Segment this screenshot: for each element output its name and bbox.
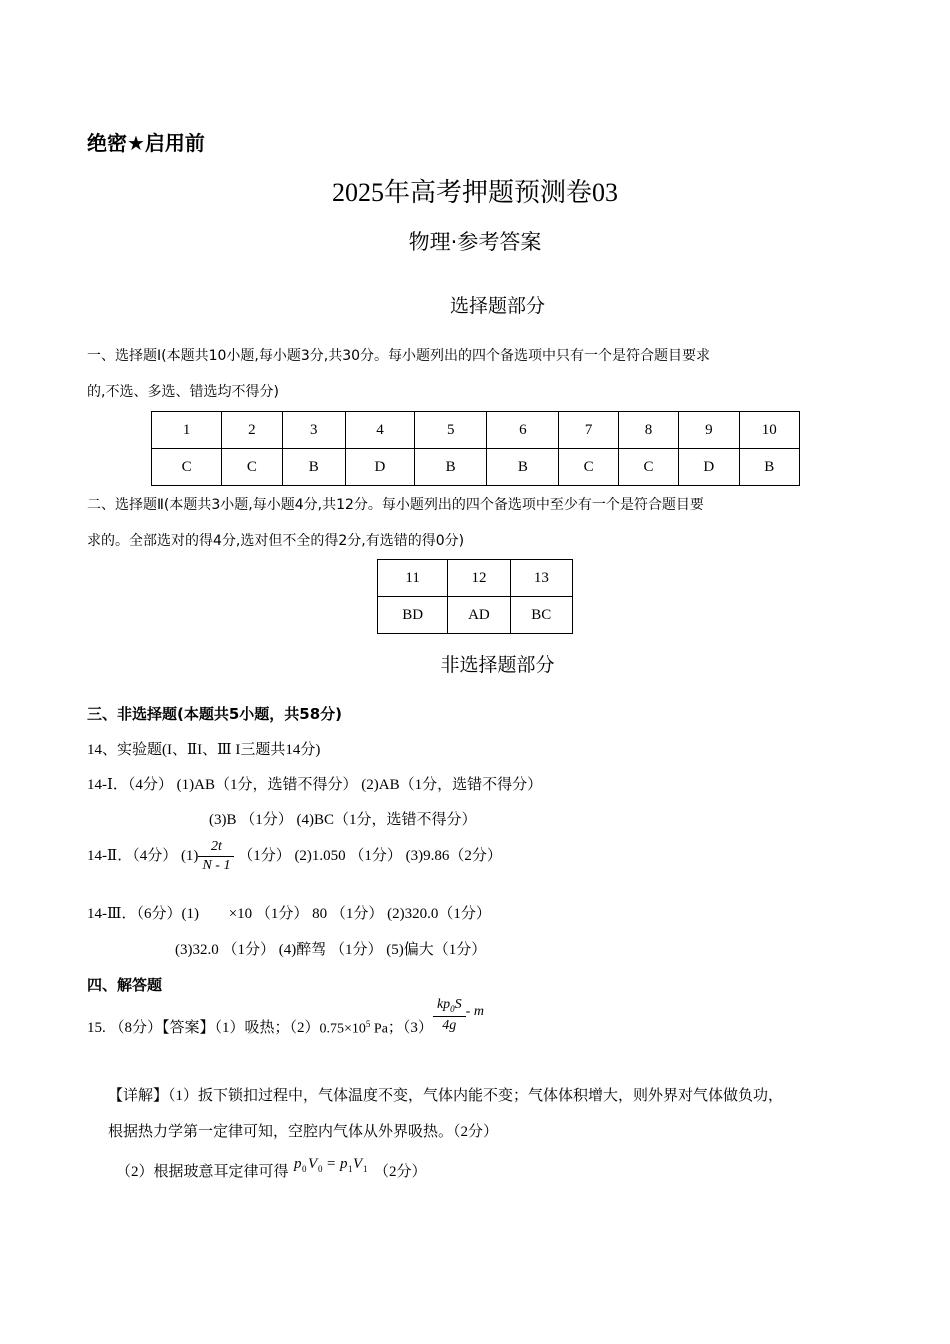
table-cell: 10 — [739, 412, 799, 449]
table-cell: B — [739, 449, 799, 486]
q14-3-rest: （1分） 80 （1分） (2)320.0（1分） — [255, 906, 491, 922]
table-cell: D — [345, 449, 414, 486]
q1-instructions-line1: 一、选择题Ⅰ(本题共10小题,每小题3分,共30分。每小题列出的四个备选项中只有一个是符合题目要求 — [87, 348, 711, 364]
fraction-numerator: 2t — [198, 840, 234, 857]
q14-1-line1: 14-Ⅰ．（4分） (1)AB（1分，选错不得分） (2)AB（1分，选错不得分） — [87, 777, 543, 793]
table-cell: AD — [448, 597, 510, 634]
secret-label: 绝密★启用前 — [87, 131, 205, 155]
section-heading-non-choice: 非选择题部分 — [440, 654, 555, 676]
q14-1-line2: (3)B （1分） (4)BC（1分，选错不得分） — [209, 812, 477, 828]
table-cell: 4 — [345, 412, 414, 449]
table-cell: B — [415, 449, 487, 486]
q14-3-prefix: 14-Ⅲ．（6分）(1) — [87, 906, 199, 922]
table-cell: 2 — [222, 412, 282, 449]
table-cell: B — [487, 449, 559, 486]
q2-instructions-line1: 二、选择题Ⅱ(本题共3小题,每小题4分,共12分。每小题列出的四个备选项中至少有一个是符合题目要 — [87, 497, 704, 513]
q15-answer-line — [87, 994, 484, 1037]
answer-table-1 — [151, 411, 800, 486]
table-cell: 6 — [487, 412, 559, 449]
fraction-numerator — [433, 998, 466, 1017]
q15-value-unit: Pa — [373, 1021, 388, 1037]
answer-table-2-answers — [378, 597, 573, 634]
detail-line3-prefix: （2）根据玻意耳定律可得 — [116, 1164, 289, 1180]
answer-table-1-numbers — [152, 412, 800, 449]
eq-sub1b: 1 — [363, 1164, 368, 1174]
page-subtitle: 物理·参考答案 — [408, 230, 542, 254]
q2-instructions-line2: 求的。全部选对的得4分,选对但不全的得2分,有选错的得0分) — [87, 533, 465, 549]
table-cell: 3 — [282, 412, 345, 449]
table-cell: 1 — [152, 412, 222, 449]
table-cell: 9 — [679, 412, 739, 449]
table-cell: C — [222, 449, 282, 486]
eq-sub1a: 1 — [348, 1164, 353, 1174]
fraction-denominator: N - 1 — [202, 858, 231, 873]
section-heading-choice: 选择题部分 — [449, 295, 545, 317]
q14-title: 14、实验题(I、ⅡI、Ⅲ I三题共14分) — [87, 742, 321, 758]
eq-sub0a: 0 — [302, 1164, 307, 1174]
fraction-2t-over-n-minus-1 — [198, 840, 234, 873]
numerator-s: S — [454, 996, 462, 1012]
answer-table-2-numbers — [378, 560, 573, 597]
q14-3-line2: (3)32.0 （1分） (4)醉驾 （1分） (5)偏大（1分） — [175, 942, 487, 958]
table-cell: C — [559, 449, 618, 486]
table-cell: C — [618, 449, 678, 486]
q14-2-rest: （1分） (2)1.050 （1分） (3)9.86（2分） — [238, 847, 502, 864]
q14-3-x10: ×10 — [228, 906, 253, 922]
part3-text: 三、非选择题(本题共5小题，共58分) — [87, 705, 343, 723]
numerator-kp: kp — [436, 996, 451, 1012]
table-cell: 5 — [415, 412, 487, 449]
q15-value-mantissa: 0.75×10 — [319, 1021, 366, 1037]
table-cell: B — [282, 449, 345, 486]
q15-value-exponent: 5 — [365, 1019, 371, 1029]
q14-2-prefix: 14-Ⅱ．（4分） (1) — [87, 847, 199, 864]
fraction-denominator: 4g — [442, 1017, 457, 1033]
table-cell: C — [152, 449, 222, 486]
q15-frac-tail: - m — [465, 1004, 484, 1020]
q15-value — [320, 994, 388, 1037]
answer-table-2 — [377, 559, 573, 634]
detail-line2: 根据热力学第一定律可知，空腔内气体从外界吸热。（2分） — [108, 1124, 499, 1140]
table-cell: 8 — [618, 412, 678, 449]
eq-v0: V — [308, 1156, 318, 1172]
eq-p0: p — [294, 1156, 302, 1172]
eq-equals: = — [327, 1156, 336, 1172]
q14-3-line1 — [87, 902, 491, 923]
q15-mid: ；（3） — [387, 1019, 433, 1036]
table-cell: 7 — [559, 412, 618, 449]
answer-table-1-answers — [152, 449, 800, 486]
boyle-law-equation — [292, 1152, 370, 1180]
eq-p1: p — [340, 1156, 348, 1172]
table-cell: D — [679, 449, 739, 486]
eq-v1: V — [353, 1156, 363, 1172]
fraction-kp0s-over-4g — [433, 998, 466, 1033]
q14-2-line — [87, 840, 502, 873]
table-cell: BC — [510, 597, 572, 634]
detail-line1: 【详解】（1）扳下锁扣过程中，气体温度不变，气体内能不变；气体体积增大，则外界对气体做负功， — [108, 1088, 784, 1104]
q15-prefix: 15. （8分）【答案】（1）吸热；（2） — [87, 1019, 320, 1036]
eq-sub0b: 0 — [318, 1164, 323, 1174]
table-cell: 12 — [448, 560, 510, 597]
numerator-subscript: 0 — [450, 1003, 455, 1014]
part3-heading — [87, 703, 342, 724]
page-title: 2025年高考押题预测卷03 — [331, 178, 618, 207]
table-cell: BD — [378, 597, 448, 634]
detail-line3 — [116, 1152, 427, 1180]
q1-instructions-line2: 的,不选、多选、错选均不得分) — [87, 384, 279, 400]
part4-heading: 四、解答题 — [87, 976, 163, 994]
table-cell: 13 — [510, 560, 572, 597]
detail-line3-suffix: （2分） — [374, 1164, 427, 1180]
table-cell: 11 — [378, 560, 448, 597]
